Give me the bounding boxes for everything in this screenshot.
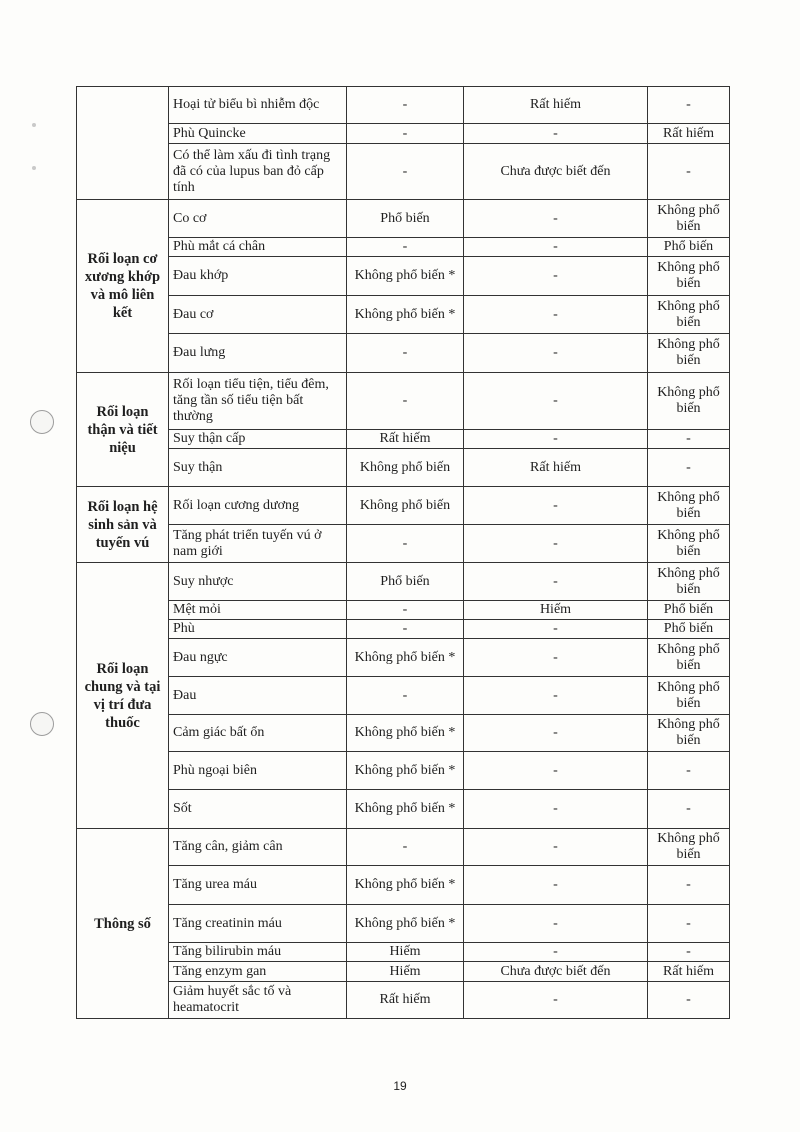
table-row	[77, 601, 730, 620]
effect-cell: Rối loạn tiểu tiện, tiểu đêm, tăng tần số tiểu tiện bất thường	[169, 373, 347, 430]
frequency-cell-1: Không phổ biến *	[347, 752, 464, 790]
frequency-cell-3: Không phổ biến	[648, 525, 730, 563]
frequency-cell-2: -	[464, 487, 648, 525]
effect-cell: Phù Quincke	[169, 124, 347, 144]
table-row	[77, 200, 730, 238]
table-row	[77, 449, 730, 487]
effect-cell: Rối loạn cương dương	[169, 487, 347, 525]
table-row	[77, 790, 730, 829]
effect-cell: Tăng enzym gan	[169, 962, 347, 982]
frequency-cell-1: -	[347, 334, 464, 373]
frequency-cell-1: Không phổ biến *	[347, 866, 464, 905]
frequency-cell-3: -	[648, 982, 730, 1019]
table-row	[77, 563, 730, 601]
effect-cell: Đau ngực	[169, 639, 347, 677]
table-row	[77, 962, 730, 982]
table-row	[77, 752, 730, 790]
frequency-cell-2: -	[464, 982, 648, 1019]
binder-hole-bottom	[30, 712, 54, 736]
frequency-cell-3: Không phổ biến	[648, 334, 730, 373]
frequency-cell-2: -	[464, 620, 648, 639]
frequency-cell-1: Không phổ biến *	[347, 715, 464, 752]
frequency-cell-2: Hiếm	[464, 601, 648, 620]
table-row	[77, 943, 730, 962]
effect-cell: Đau	[169, 677, 347, 715]
effect-cell: Đau khớp	[169, 257, 347, 296]
effect-cell: Đau cơ	[169, 296, 347, 334]
frequency-cell-1: -	[347, 87, 464, 124]
frequency-cell-3: Không phổ biến	[648, 487, 730, 525]
frequency-cell-1: -	[347, 124, 464, 144]
frequency-cell-1: Không phổ biến *	[347, 639, 464, 677]
frequency-cell-1: -	[347, 601, 464, 620]
frequency-cell-3: -	[648, 87, 730, 124]
frequency-cell-1: Không phổ biến *	[347, 257, 464, 296]
table-row	[77, 87, 730, 124]
frequency-cell-2: -	[464, 296, 648, 334]
table-row	[77, 905, 730, 943]
effect-cell: Tăng bilirubin máu	[169, 943, 347, 962]
frequency-cell-2: -	[464, 639, 648, 677]
frequency-cell-3: Không phổ biến	[648, 257, 730, 296]
category-cell: Thông số	[77, 829, 169, 1019]
frequency-cell-2: -	[464, 200, 648, 238]
frequency-cell-1: Không phổ biến *	[347, 296, 464, 334]
table-row	[77, 639, 730, 677]
frequency-cell-2: -	[464, 790, 648, 829]
frequency-cell-3: Không phổ biến	[648, 677, 730, 715]
effect-cell: Đau lưng	[169, 334, 347, 373]
frequency-cell-1: -	[347, 238, 464, 257]
frequency-cell-3: Phổ biến	[648, 238, 730, 257]
effect-cell: Tăng urea máu	[169, 866, 347, 905]
frequency-cell-2: -	[464, 715, 648, 752]
effect-cell: Co cơ	[169, 200, 347, 238]
effect-cell: Mệt mỏi	[169, 601, 347, 620]
table-row	[77, 829, 730, 866]
frequency-cell-1: Không phổ biến *	[347, 905, 464, 943]
frequency-cell-1: -	[347, 144, 464, 200]
frequency-cell-3: Không phổ biến	[648, 639, 730, 677]
effect-cell: Hoại tử biểu bì nhiễm độc	[169, 87, 347, 124]
frequency-cell-3: Rất hiếm	[648, 962, 730, 982]
frequency-cell-3: Không phổ biến	[648, 829, 730, 866]
effect-cell: Tăng cân, giảm cân	[169, 829, 347, 866]
adverse-effects-table	[76, 86, 730, 1019]
frequency-cell-3: -	[648, 866, 730, 905]
frequency-cell-1: Không phổ biến	[347, 449, 464, 487]
table-row	[77, 866, 730, 905]
frequency-cell-3: Phổ biến	[648, 620, 730, 639]
table-row	[77, 124, 730, 144]
category-cell: Rối loạn chung và tại vị trí đưa thuốc	[77, 563, 169, 829]
table-row	[77, 334, 730, 373]
table-row	[77, 430, 730, 449]
effect-cell: Phù	[169, 620, 347, 639]
frequency-cell-3: Không phổ biến	[648, 373, 730, 430]
table-row	[77, 715, 730, 752]
frequency-cell-2: -	[464, 525, 648, 563]
adverse-effects-table-body	[77, 87, 730, 1019]
frequency-cell-3: -	[648, 790, 730, 829]
effect-cell: Phù ngoại biên	[169, 752, 347, 790]
frequency-cell-3: -	[648, 449, 730, 487]
frequency-cell-1: Rất hiếm	[347, 430, 464, 449]
table-row	[77, 620, 730, 639]
category-cell	[77, 87, 169, 200]
frequency-cell-3: Không phổ biến	[648, 715, 730, 752]
effect-cell: Suy thận cấp	[169, 430, 347, 449]
table-row	[77, 487, 730, 525]
frequency-cell-2: -	[464, 257, 648, 296]
scan-speck	[32, 123, 36, 127]
frequency-cell-3: Rất hiếm	[648, 124, 730, 144]
frequency-cell-2: -	[464, 829, 648, 866]
effect-cell: Phù mắt cá chân	[169, 238, 347, 257]
frequency-cell-1: Rất hiếm	[347, 982, 464, 1019]
table-row	[77, 144, 730, 200]
frequency-cell-2: Chưa được biết đến	[464, 962, 648, 982]
effect-cell: Có thể làm xấu đi tình trạng đã có của lupus ban đỏ cấp tính	[169, 144, 347, 200]
frequency-cell-1: -	[347, 373, 464, 430]
frequency-cell-3: Phổ biến	[648, 601, 730, 620]
frequency-cell-2: -	[464, 238, 648, 257]
frequency-cell-2: -	[464, 905, 648, 943]
scan-speck	[32, 166, 36, 170]
frequency-cell-2: -	[464, 430, 648, 449]
table-row	[77, 982, 730, 1019]
effect-cell: Suy thận	[169, 449, 347, 487]
frequency-cell-2: -	[464, 943, 648, 962]
category-cell: Rối loạn cơ xương khớp và mô liên kết	[77, 200, 169, 373]
frequency-cell-1: -	[347, 829, 464, 866]
frequency-cell-3: -	[648, 144, 730, 200]
frequency-cell-1: -	[347, 525, 464, 563]
frequency-cell-2: Rất hiếm	[464, 449, 648, 487]
category-cell: Rối loạn thận và tiết niệu	[77, 373, 169, 487]
frequency-cell-1: Phổ biến	[347, 563, 464, 601]
frequency-cell-3: -	[648, 752, 730, 790]
table-row	[77, 677, 730, 715]
frequency-cell-2: -	[464, 752, 648, 790]
frequency-cell-3: Không phổ biến	[648, 296, 730, 334]
frequency-cell-2: -	[464, 677, 648, 715]
table-row	[77, 525, 730, 563]
frequency-cell-2: -	[464, 563, 648, 601]
frequency-cell-1: -	[347, 677, 464, 715]
frequency-cell-1: Không phổ biến	[347, 487, 464, 525]
table-row	[77, 373, 730, 430]
category-cell: Rối loạn hệ sinh sản và tuyến vú	[77, 487, 169, 563]
frequency-cell-1: Hiếm	[347, 962, 464, 982]
page-number: 19	[393, 1079, 407, 1093]
frequency-cell-2: -	[464, 334, 648, 373]
frequency-cell-1: Không phổ biến *	[347, 790, 464, 829]
frequency-cell-1: Hiếm	[347, 943, 464, 962]
frequency-cell-2: Chưa được biết đến	[464, 144, 648, 200]
effect-cell: Tăng phát triển tuyến vú ở nam giới	[169, 525, 347, 563]
effect-cell: Tăng creatinin máu	[169, 905, 347, 943]
effect-cell: Sốt	[169, 790, 347, 829]
effect-cell: Suy nhược	[169, 563, 347, 601]
frequency-cell-1: Phổ biến	[347, 200, 464, 238]
effect-cell: Cảm giác bất ổn	[169, 715, 347, 752]
binder-hole-top	[30, 410, 54, 434]
frequency-cell-3: Không phổ biến	[648, 563, 730, 601]
frequency-cell-2: -	[464, 866, 648, 905]
frequency-cell-3: -	[648, 943, 730, 962]
frequency-cell-3: -	[648, 905, 730, 943]
frequency-cell-2: Rất hiếm	[464, 87, 648, 124]
effect-cell: Giảm huyết sắc tố và heamatocrit	[169, 982, 347, 1019]
frequency-cell-3: Không phổ biến	[648, 200, 730, 238]
frequency-cell-3: -	[648, 430, 730, 449]
table-row	[77, 296, 730, 334]
frequency-cell-2: -	[464, 373, 648, 430]
table-row	[77, 238, 730, 257]
frequency-cell-2: -	[464, 124, 648, 144]
frequency-cell-1: -	[347, 620, 464, 639]
table-row	[77, 257, 730, 296]
